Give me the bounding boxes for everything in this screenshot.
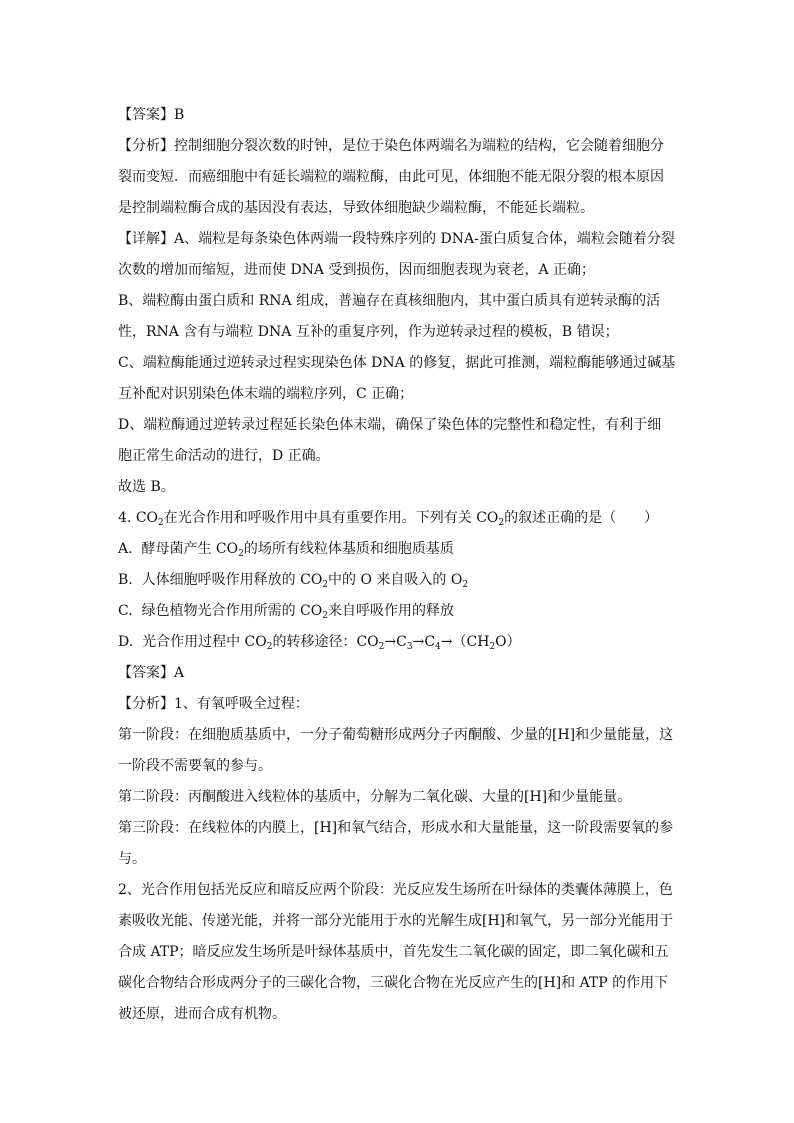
- document-page: [118, 100, 678, 1030]
- text-line: 裂而变短．而癌细胞中有延长端粒的端粒酶，由此可见，体细胞不能无限分裂的根本原因: [118, 169, 664, 185]
- text-line: 【详解】A、端粒是每条染色体两端一段特殊序列的 DNA-蛋白质复合体，端粒会随着分裂: [118, 231, 675, 247]
- text-line: 第二阶段：丙酮酸进入线粒体的基质中，分解为二氧化碳、大量的[H]和少量能量。: [118, 789, 632, 805]
- text-line: 2、光合作用包括光反应和暗反应两个阶段：光反应发生场所在叶绿体的类囊体薄膜上，色: [118, 882, 673, 898]
- option-d: D. 光合作用过程中 $CO_2$的转移途径：$CO_2\to C_3\to C_4\to(CH_2O)$: [118, 634, 521, 652]
- question-stem: 4. $CO_2$在光合作用和呼吸作用中具有重要作用。下列有关 $CO_2$的叙述正确的是（ ）: [118, 510, 659, 528]
- text-line: 是控制端粒酶合成的基因没有表达，导致体细胞缺少端粒酶，不能延长端粒。: [118, 200, 594, 216]
- answer-block-3: [118, 100, 678, 503]
- text-line: D、端粒酶通过逆转录过程延长染色体末端，确保了染色体的完整性和稳定性，有利于细: [118, 417, 662, 433]
- text-line: 胞正常生命活动的进行，D 正确。: [118, 448, 330, 464]
- option-c: C. 绿色植物光合作用所需的 $CO_2$来自呼吸作用的释放: [118, 603, 454, 621]
- text-line: 【答案】B: [118, 107, 185, 123]
- text-line: 碳化合物结合形成两分子的三碳化合物，三碳化合物在光反应产生的[H]和 ATP 的作用下: [118, 975, 669, 991]
- text-line: 【答案】A: [118, 665, 185, 681]
- text-line: B、端粒酶由蛋白质和 RNA 组成，普遍存在真核细胞内，其中蛋白质具有逆转录酶的活: [118, 293, 661, 309]
- question-number: 4.: [118, 510, 132, 526]
- answer-block-4: [118, 658, 678, 1030]
- text-line: 次数的增加而缩短，进而使 DNA 受到损伤，因而细胞表现为衰老，A 正确；: [118, 262, 596, 278]
- text-line: 合成 ATP；暗反应发生场所是叶绿体基质中，首先发生二氧化碳的固定，即二氧化碳和五: [118, 944, 669, 960]
- option-a: A. 酵母菌产生 $CO_2$的场所有线粒体基质和细胞质基质: [118, 541, 454, 559]
- text-line: 第三阶段：在线粒体的内膜上，[H]和氧气结合，形成水和大量能量，这一阶段需要氧的参: [118, 820, 674, 836]
- question-4: [118, 503, 678, 658]
- text-line: 【分析】控制细胞分裂次数的时钟，是位于染色体两端名为端粒的结构，它会随着细胞分: [118, 138, 664, 154]
- text-line: 被还原，进而合成有机物。: [118, 1006, 286, 1022]
- text-line: 素吸收光能、传递光能，并将一部分光能用于水的光解生成[H]和氧气，另一部分光能用于: [118, 913, 674, 929]
- text-line: 【分析】1、有氧呼吸全过程：: [118, 696, 309, 712]
- text-line: 第一阶段：在细胞质基质中，一分子葡萄糖形成两分子丙酮酸、少量的[H]和少量能量，这: [118, 727, 674, 743]
- text-line: 故选 B。: [118, 479, 175, 495]
- text-line: 一阶段不需要氧的参与。: [118, 758, 272, 774]
- option-b: B. 人体细胞呼吸作用释放的 $CO_2$中的 O 来自吸入的 $O_2$: [118, 572, 469, 590]
- text-line: C、端粒酶能通过逆转录过程实现染色体 DNA 的修复，据此可推测，端粒酶能够通过碱基: [118, 355, 676, 371]
- text-line: 互补配对识别染色体末端的端粒序列，C 正确；: [118, 386, 414, 402]
- text-line: 性，RNA 含有与端粒 DNA 互补的重复序列，作为逆转录过程的模板，B 错误；: [118, 324, 619, 340]
- text-line: 与。: [118, 851, 146, 867]
